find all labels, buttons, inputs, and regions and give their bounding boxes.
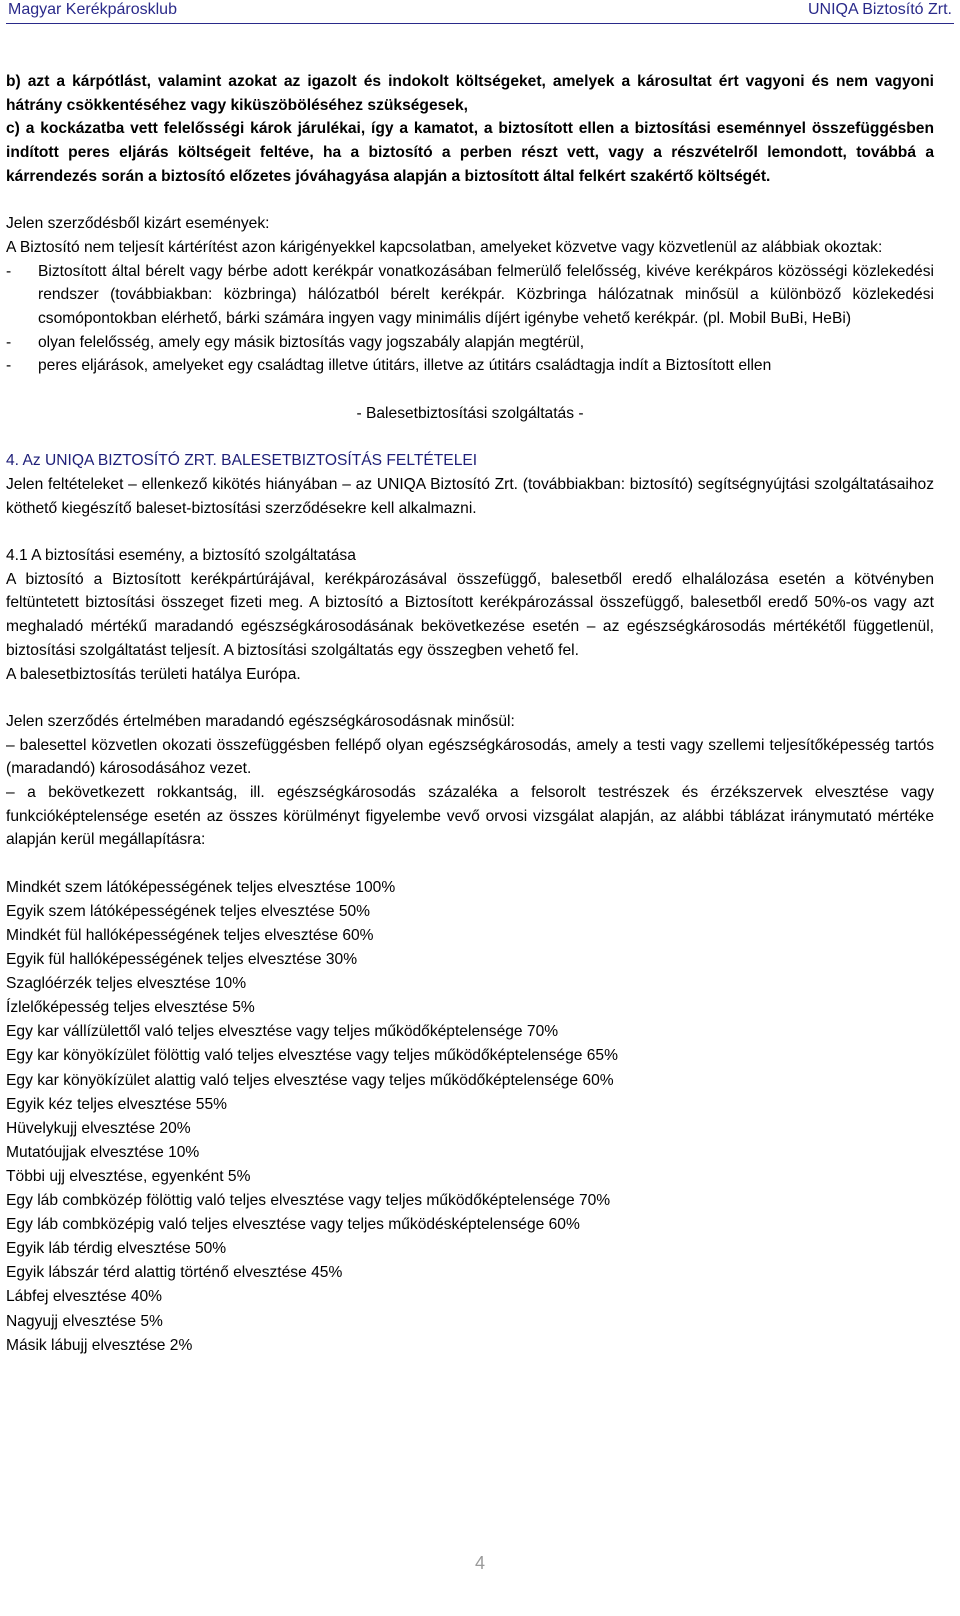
table-row: Egy kar könyökízület fölöttig való teljes elvesztése vagy teljes működőképtelensége 65% xyxy=(6,1047,618,1065)
table-row: Egyik szem látóképességének teljes elvesztése 50% xyxy=(6,902,371,920)
header-right: UNIQA Biztosító Zrt. xyxy=(807,1,952,18)
exclusions-lead: A Biztosító nem teljesít kártérítést azon kárigényekkel kapcsolatban, amelyeket közvetve vagy közvetlenül az alábbiak okoztak: xyxy=(6,238,883,256)
exclusion-item: - olyan felelősség, amely egy másik biztosítás vagy jogszabály alapján megtérül, xyxy=(6,333,585,351)
permanent-item: – balesettel közvetlen okozati összefüggésben fellépő olyan egészségkárosodás, amely a testi vagy szellemi teljesítőképesség tartós (maradandó) károsodásához vezet. xyxy=(6,736,934,778)
table-row: Mindkét szem látóképességének teljes elvesztése 100% xyxy=(6,878,396,896)
section41-title: 4.1 A biztosítási esemény, a biztosító szolgáltatása xyxy=(6,547,356,564)
exclusion-item: - peres eljárások, amelyeket egy családtag illetve útitárs, illetve az útitárs családtagja indít a Biztosított ellen xyxy=(6,357,772,375)
section41-text: A biztosító a Biztosított kerékpártúrájával, kerékpározásával összefüggő, balesetből eredő elhalálozása esetén a kötvényben feltüntetett biztosítási összeget fizeti meg. A biztosító a Biztosított kerékpározással összefüggő, balesetből eredő 50%-os vagy azt meghaladó mértékű maradandó egészségkárosodásának bekövetkezése esetén – az egészségkárosodás mértékétől függetlenül, biztosítási szolgáltatást teljesít. A biztosítási szolgáltatás egy összegben vehető fel. xyxy=(6,570,934,659)
table-row: Egyik lábszár térd alattig történő elvesztése 45% xyxy=(6,1264,343,1282)
table-row: Lábfej elvesztése 40% xyxy=(6,1288,163,1306)
table-row: Egy láb combközépig való teljes elvesztése vagy teljes működésképtelensége 60% xyxy=(6,1216,580,1234)
table-row: Többi ujj elvesztése, egyenként 5% xyxy=(6,1167,251,1185)
page-header xyxy=(8,0,952,22)
table-row: Ízlelőképesség teljes elvesztése 5% xyxy=(6,999,255,1017)
page-number: 4 xyxy=(474,1553,485,1573)
permanent-lead: Jelen szerződés értelmében maradandó egészségkárosodásnak minősül: xyxy=(6,712,515,730)
table-row: Egy láb combközép fölöttig való teljes elvesztése vagy teljes működőképtelensége 70% xyxy=(6,1192,611,1210)
section41-territory: A balesetbiztosítás területi hatálya Európa. xyxy=(6,665,301,683)
table-row: Egyik fül hallóképességének teljes elvesztése 30% xyxy=(6,951,358,969)
table-row: Hüvelykujj elvesztése 20% xyxy=(6,1119,191,1137)
intro-b-paragraph: b) azt a kárpótlást, valamint azokat az igazolt és indokolt költségeket, amelyek a károsultat ért vagyoni és nem vagyoni hátrány csökkentéséhez vagy kiküszöböléséhez szükségesek, xyxy=(6,73,934,114)
disability-table xyxy=(6,876,934,1358)
page-content xyxy=(6,70,934,1358)
table-row: Nagyujj elvesztése 5% xyxy=(6,1312,163,1330)
header-rule xyxy=(6,23,954,24)
exclusion-item: - Biztosított által bérelt vagy bérbe adott kerékpár vonatkozásában felmerülő felelősség, kivéve kerékpáros közösségi közlekedési rendszer (továbbiakban: közbringa) hálózatból bérelt kerékpár. Közbringa hálózatnak minősül a különböző közlekedési csomópontokban elérhető, bárki számára ingyen vagy minimális díjért igénybe vehető kerékpár. (pl. Mobil BuBi, HeBi) xyxy=(6,262,934,328)
table-row: Másik lábujj elvesztése 2% xyxy=(6,1336,193,1354)
intro-c-paragraph: c) a kockázatba vett felelősségi károk járulékai, így a kamatot, a biztosított ellen a biztosítási eseménnyel összefüggésben indított peres eljárás költségeit feltéve, ha a biztosító a perben részt vett, vagy a részvételről lemondott, továbbá a kárrendezés során a biztosító előzetes jóváhagyása alapján a biztosított által felkért szakértő költségét. xyxy=(6,120,934,185)
permanent-item: – a bekövetkezett rokkantság, ill. egészségkárosodás százaléka a felsorolt testrészek és érzékszervek elvesztése vagy funkcióképtelensége esetén az összes körülményt figyelembe vevő orvosi vizsgálat alapján, az alábbi táblázat iránymutató mértéke alapján kerül megállapításra: xyxy=(6,784,934,849)
table-row: Egyik kéz teljes elvesztése 55% xyxy=(6,1095,228,1113)
table-row: Egy kar könyökízület alattig való teljes elvesztése vagy teljes működőképtelensége 60% xyxy=(6,1071,614,1089)
exclusions-title: Jelen szerződésből kizárt események: xyxy=(6,215,270,233)
table-row: Egy kar vállízülettől való teljes elvesztése vagy teljes működőképtelensége 70% xyxy=(6,1023,559,1041)
section4-text: Jelen feltételeket – ellenkező kikötés hiányában – az UNIQA Biztosító Zrt. (továbbiakban: biztosító) segítségnyújtási szolgáltatásaihoz köthető kiegészítő baleset-biztosítási szerződésekre kell alkalmazni. xyxy=(6,475,934,517)
table-row: Egyik láb térdig elvesztése 50% xyxy=(6,1240,227,1258)
table-row: Mutatóujjak elvesztése 10% xyxy=(6,1143,200,1161)
section-heading: - Balesetbiztosítási szolgáltatás - xyxy=(356,404,584,422)
section4-title: 4. Az UNIQA BIZTOSÍTÓ ZRT. BALESETBIZTOSÍTÁS FELTÉTELEI xyxy=(6,452,478,470)
header-left: Magyar Kerékpárosklub xyxy=(8,1,177,18)
table-row: Szaglóérzék teljes elvesztése 10% xyxy=(6,975,247,993)
table-row: Mindkét fül hallóképességének teljes elvesztése 60% xyxy=(6,927,374,944)
